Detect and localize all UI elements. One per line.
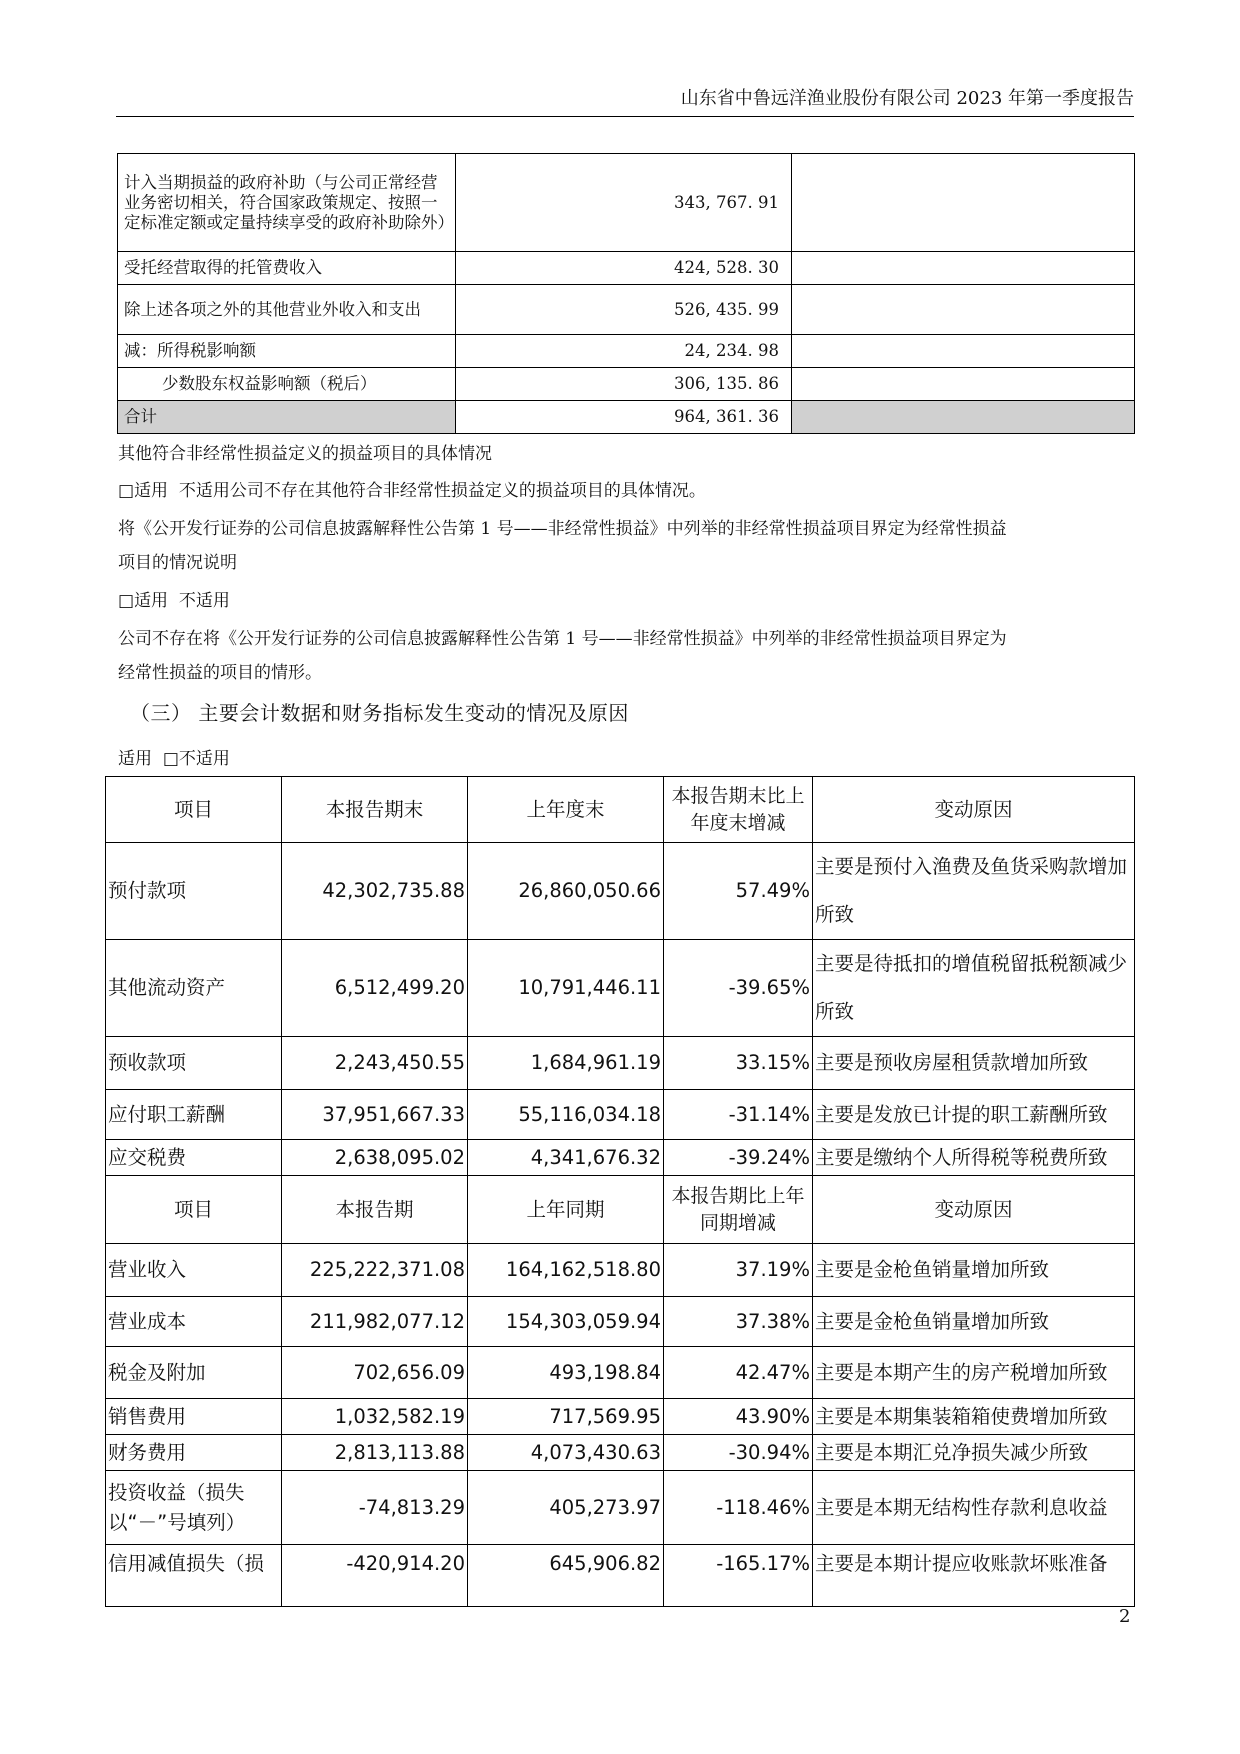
section-title: （三） 主要会计数据和财务指标发生变动的情况及原因	[130, 701, 629, 725]
header-cell: 项目	[106, 1176, 282, 1244]
change-cell: -39.65%	[664, 940, 813, 1037]
value-cell: 2,243,450.55	[282, 1037, 468, 1090]
change-cell: 57.49%	[664, 843, 813, 940]
page-header	[116, 88, 1134, 117]
paragraph	[118, 518, 1007, 540]
reason-cell: 主要是待抵扣的增值税留抵税额减少所致	[813, 940, 1135, 1037]
applicability-line	[118, 748, 230, 770]
option-label: 不适用公司不存在其他符合非经常性损益定义的损益项目的具体情况。	[178, 481, 706, 501]
value-cell: 405,273.97	[468, 1471, 664, 1545]
value-cell: 702,656.09	[282, 1347, 468, 1399]
value-cell: 1,684,961.19	[468, 1037, 664, 1090]
checkbox-icon: □	[118, 591, 135, 611]
table-row	[118, 368, 1135, 401]
row-label: 计入当期损益的政府补助（与公司正常经营业务密切相关，符合国家政策规定、按照一定标准定额或定量持续享受的政府补助除外）	[118, 154, 456, 252]
reason-cell: 主要是金枪鱼销量增加所致	[813, 1244, 1135, 1297]
reason-cell: 主要是本期产生的房产税增加所致	[813, 1347, 1135, 1399]
value-cell: 2,813,113.88	[282, 1435, 468, 1471]
header-cell: 上年同期	[468, 1176, 664, 1244]
row-amount: 24, 234. 98	[456, 335, 792, 368]
table-row	[106, 843, 1135, 940]
paragraph-text: 公司不存在将《公开发行证券的公司信息披露解释性公告第 1 号——非经常性损益》中列举的非经常性损益项目界定为	[118, 629, 1007, 649]
row-note	[792, 154, 1135, 252]
table-header-row	[106, 777, 1135, 843]
reason-cell: 主要是本期汇兑净损失减少所致	[813, 1435, 1135, 1471]
table-row	[106, 1090, 1135, 1140]
paragraph-text: 将《公开发行证券的公司信息披露解释性公告第 1 号——非经常性损益》中列举的非经常性损益项目界定为经常性损益	[118, 519, 1007, 539]
value-cell: 225,222,371.08	[282, 1244, 468, 1297]
row-note	[792, 368, 1135, 401]
option-label: 不适用	[178, 591, 230, 611]
value-cell: 26,860,050.66	[468, 843, 664, 940]
applicability-line	[118, 480, 706, 502]
item-cell: 税金及附加	[106, 1347, 282, 1399]
item-cell: 预收款项	[106, 1037, 282, 1090]
item-cell: 营业收入	[106, 1244, 282, 1297]
change-cell: -39.24%	[664, 1140, 813, 1176]
value-cell: -420,914.20	[282, 1545, 468, 1607]
header-cell: 项目	[106, 777, 282, 843]
row-note	[792, 285, 1135, 335]
value-cell: 493,198.84	[468, 1347, 664, 1399]
table-row	[118, 285, 1135, 335]
value-cell: 211,982,077.12	[282, 1297, 468, 1347]
value-cell: 645,906.82	[468, 1545, 664, 1607]
header-cell: 上年度末	[468, 777, 664, 843]
header-cell: 本报告期末	[282, 777, 468, 843]
option-label: 适用	[118, 749, 152, 769]
value-cell: 37,951,667.33	[282, 1090, 468, 1140]
table-row	[106, 1347, 1135, 1399]
table-row	[118, 154, 1135, 252]
row-note	[792, 401, 1135, 434]
table-row-total	[118, 401, 1135, 434]
value-cell: 10,791,446.11	[468, 940, 664, 1037]
value-cell: 4,341,676.32	[468, 1140, 664, 1176]
applicability-line	[118, 590, 230, 612]
table-row	[106, 1435, 1135, 1471]
header-cell: 本报告期比上年同期增减	[664, 1176, 813, 1244]
header-cell: 变动原因	[813, 777, 1135, 843]
table-header-row	[106, 1176, 1135, 1244]
item-cell: 预付款项	[106, 843, 282, 940]
checkbox-icon: □	[162, 749, 179, 769]
header-cell: 变动原因	[813, 1176, 1135, 1244]
row-note	[792, 252, 1135, 285]
row-amount: 424, 528. 30	[456, 252, 792, 285]
row-label: 少数股东权益影响额（税后）	[118, 368, 456, 401]
table-row	[106, 1297, 1135, 1347]
report-title: 山东省中鲁远洋渔业股份有限公司 2023 年第一季度报告	[680, 88, 1134, 109]
item-cell: 其他流动资产	[106, 940, 282, 1037]
paragraph-text: 经常性损益的项目的情形。	[118, 663, 322, 683]
table-row	[118, 252, 1135, 285]
option-label: 适用	[134, 481, 169, 501]
reason-cell: 主要是预收房屋租赁款增加所致	[813, 1037, 1135, 1090]
change-cell: -30.94%	[664, 1435, 813, 1471]
reason-cell: 主要是本期无结构性存款利息收益	[813, 1471, 1135, 1545]
change-cell: -165.17%	[664, 1545, 813, 1607]
table-row	[106, 1037, 1135, 1090]
table-row	[106, 1545, 1135, 1607]
non-recurring-gains-table	[117, 153, 1135, 434]
row-label: 除上述各项之外的其他营业外收入和支出	[118, 285, 456, 335]
table-row	[106, 1140, 1135, 1176]
table-row	[106, 1399, 1135, 1435]
row-amount: 964, 361. 36	[456, 401, 792, 434]
reason-cell: 主要是本期计提应收账款坏账准备	[813, 1545, 1135, 1607]
reason-cell: 主要是缴纳个人所得税等税费所致	[813, 1140, 1135, 1176]
item-cell: 销售费用	[106, 1399, 282, 1435]
change-cell: 37.38%	[664, 1297, 813, 1347]
row-label: 受托经营取得的托管费收入	[118, 252, 456, 285]
table-row	[118, 335, 1135, 368]
option-label: 适用	[134, 591, 169, 611]
reason-cell: 主要是本期集装箱箱使费增加所致	[813, 1399, 1135, 1435]
row-label: 减：所得税影响额	[118, 335, 456, 368]
item-cell: 应交税费	[106, 1140, 282, 1176]
checkbox-icon: □	[118, 481, 135, 501]
paragraph	[118, 552, 237, 574]
paragraph-text: 项目的情况说明	[118, 553, 237, 573]
table-row	[106, 1471, 1135, 1545]
change-cell: -118.46%	[664, 1471, 813, 1545]
header-cell: 本报告期	[282, 1176, 468, 1244]
item-cell: 财务费用	[106, 1435, 282, 1471]
item-cell: 应付职工薪酬	[106, 1090, 282, 1140]
value-cell: 154,303,059.94	[468, 1297, 664, 1347]
row-note	[792, 335, 1135, 368]
reason-cell: 主要是金枪鱼销量增加所致	[813, 1297, 1135, 1347]
change-cell: 33.15%	[664, 1037, 813, 1090]
reason-cell: 主要是预付入渔费及鱼货采购款增加所致	[813, 843, 1135, 940]
value-cell: 1,032,582.19	[282, 1399, 468, 1435]
row-amount: 526, 435. 99	[456, 285, 792, 335]
item-cell: 营业成本	[106, 1297, 282, 1347]
financial-changes-table	[105, 776, 1135, 1607]
row-amount: 306, 135. 86	[456, 368, 792, 401]
table-row	[106, 1244, 1135, 1297]
row-amount: 343, 767. 91	[456, 154, 792, 252]
value-cell: 717,569.95	[468, 1399, 664, 1435]
header-cell: 本报告期末比上年度末增减	[664, 777, 813, 843]
value-cell: 164,162,518.80	[468, 1244, 664, 1297]
item-cell: 信用减值损失（损	[106, 1545, 282, 1607]
value-cell: 6,512,499.20	[282, 940, 468, 1037]
value-cell: -74,813.29	[282, 1471, 468, 1545]
table-row	[106, 940, 1135, 1037]
item-cell: 投资收益（损失以“－”号填列）	[106, 1471, 282, 1545]
page-number: 2	[1119, 1606, 1131, 1627]
value-cell: 55,116,034.18	[468, 1090, 664, 1140]
change-cell: 37.19%	[664, 1244, 813, 1297]
change-cell: 43.90%	[664, 1399, 813, 1435]
paragraph	[118, 628, 1007, 650]
value-cell: 4,073,430.63	[468, 1435, 664, 1471]
reason-cell: 主要是发放已计提的职工薪酬所致	[813, 1090, 1135, 1140]
paragraph	[118, 443, 492, 465]
paragraph-text: 其他符合非经常性损益定义的损益项目的具体情况	[118, 444, 492, 464]
option-label: 不适用	[178, 749, 230, 769]
row-label: 合计	[118, 401, 456, 434]
value-cell: 42,302,735.88	[282, 843, 468, 940]
paragraph	[118, 662, 322, 684]
change-cell: -31.14%	[664, 1090, 813, 1140]
change-cell: 42.47%	[664, 1347, 813, 1399]
value-cell: 2,638,095.02	[282, 1140, 468, 1176]
